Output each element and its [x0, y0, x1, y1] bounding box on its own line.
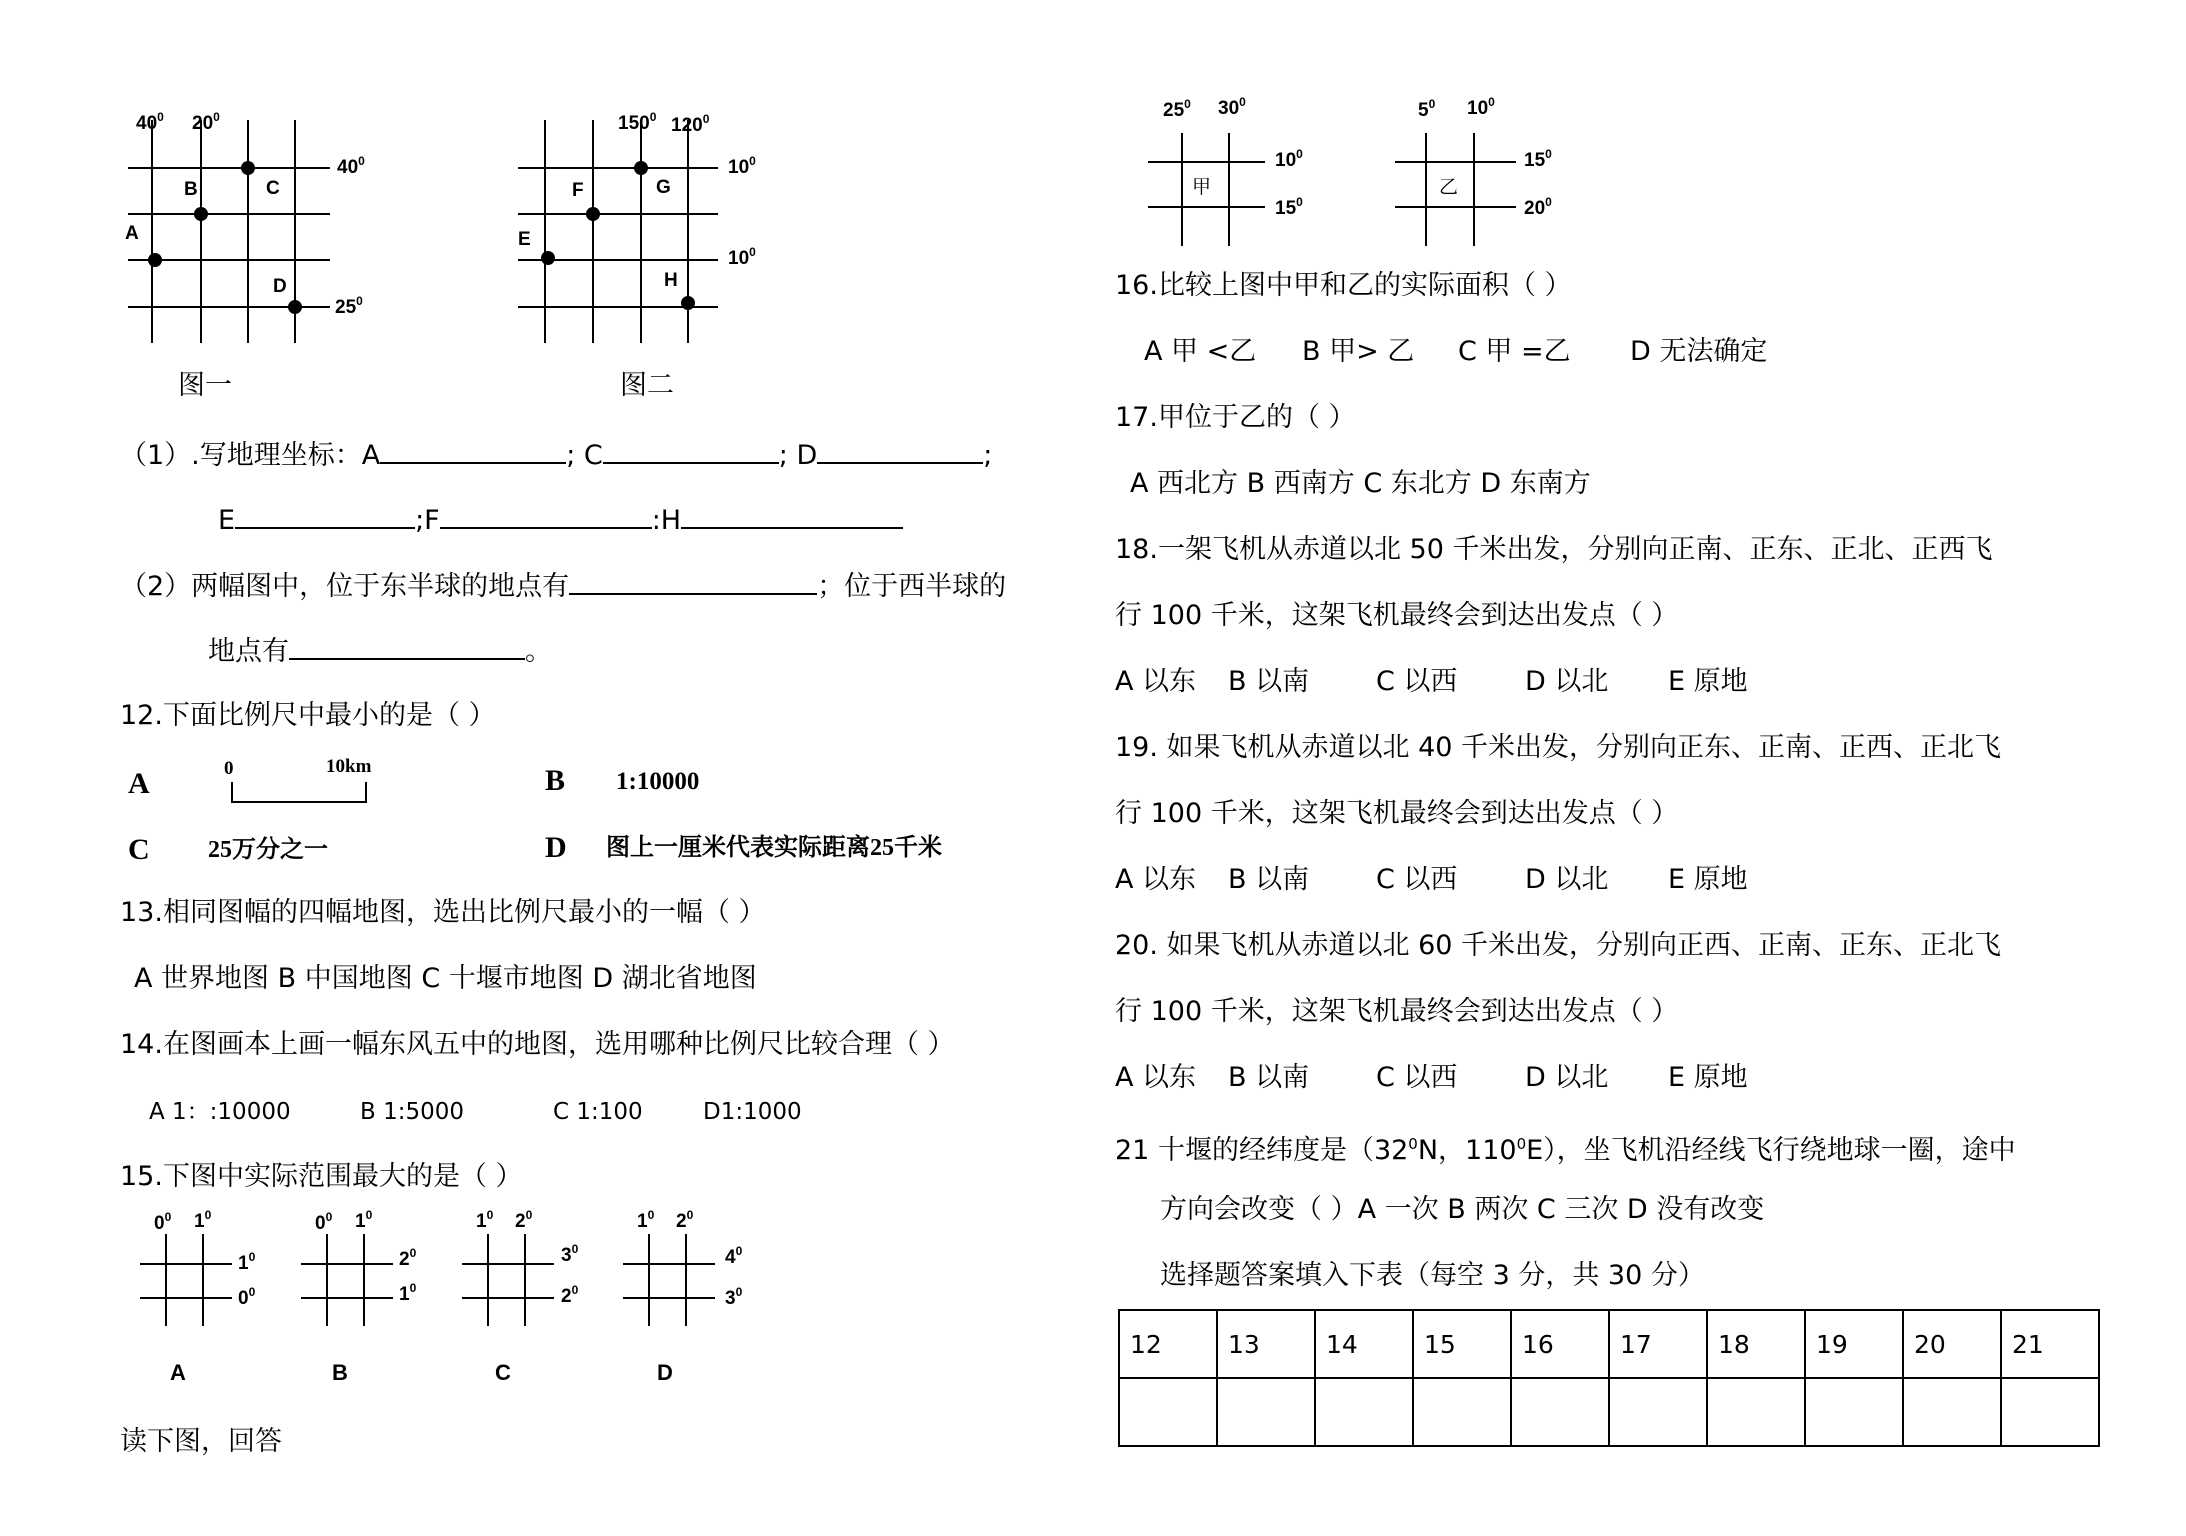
fig2-lat-label: $10^0$: [728, 245, 756, 269]
q15-d-lat: $3^0$: [725, 1285, 743, 1309]
q18-line2: 行 100 千米，这架飞机最终会到达出发点（ ）: [1115, 600, 1679, 631]
option-b: B 以南: [1228, 864, 1310, 895]
q12-scale-km: 10km: [326, 756, 372, 777]
q15-a-lon: $1^0$: [194, 1208, 212, 1232]
answer-header-cell: 18: [1707, 1310, 1805, 1378]
q15-b-lon: $0^0$: [315, 1210, 333, 1234]
answer-header-cell: 20: [1903, 1310, 2001, 1378]
answer-cell[interactable]: [1609, 1378, 1707, 1446]
answer-header-cell: 21: [2001, 1310, 2099, 1378]
q14-option-d: D1:1000: [703, 1099, 802, 1125]
answer-header-cell: 16: [1511, 1310, 1609, 1378]
answer-header-cell: 17: [1609, 1310, 1707, 1378]
q13-stem: 13.相同图幅的四幅地图，选出比例尺最小的一幅（ ）: [120, 897, 766, 928]
q15-c-lon: $1^0$: [476, 1208, 494, 1232]
point-H: [681, 296, 695, 310]
answer-header-cell: 13: [1217, 1310, 1315, 1378]
q15-stem: 15.下图中实际范围最大的是（ ）: [120, 1161, 523, 1192]
fig2-lat-label: $10^0$: [728, 154, 756, 178]
q16-option-c: C 甲 =乙: [1458, 336, 1571, 367]
q15-c-lat: $2^0$: [561, 1283, 579, 1307]
q16-option-d: D 无法确定: [1630, 336, 1768, 367]
q12-option-c-text: 25万分之一: [208, 837, 328, 863]
q12-option-b-text: 1:10000: [616, 768, 700, 795]
q21-line1: 21 十堰的经纬度是（$32^0N$，$110^0E$），坐飞机沿经线飞行绕地球一圈，途中: [1115, 1135, 2016, 1166]
option-a: A 以东: [1115, 864, 1197, 895]
fig1-point-label: D: [273, 276, 287, 297]
fig2-point-label: G: [656, 177, 671, 198]
q15-b-lat: $2^0$: [399, 1246, 417, 1270]
yi-lat: $20^0$: [1524, 195, 1552, 219]
point-B: [194, 207, 208, 221]
answer-cell[interactable]: [1707, 1378, 1805, 1446]
yi-label: 乙: [1439, 176, 1459, 198]
option-e: E 原地: [1668, 1062, 1748, 1093]
q16-stem: 16.比较上图中甲和乙的实际面积（ ）: [1115, 270, 1572, 301]
q15-b-letter: B: [332, 1360, 348, 1385]
fig1-caption: 图一: [178, 370, 232, 401]
q15-b-lon: $1^0$: [355, 1208, 373, 1232]
q12-scale-zero: 0: [224, 758, 234, 779]
fig1-lat-label: $25^0$: [335, 294, 363, 318]
answer-header-cell: 12: [1119, 1310, 1217, 1378]
jia-lat: $15^0$: [1275, 195, 1303, 219]
fig2-point-label: H: [664, 270, 678, 291]
answer-header-cell: 15: [1413, 1310, 1511, 1378]
answer-cell[interactable]: [1413, 1378, 1511, 1446]
answer-input-row: [1119, 1378, 2099, 1446]
option-d: D 以北: [1525, 666, 1609, 697]
q15-c-lon: $2^0$: [515, 1208, 533, 1232]
q12-option-b-letter: B: [545, 764, 566, 797]
jia-lon: $30^0$: [1218, 95, 1246, 119]
q15-c-lat: $3^0$: [561, 1242, 579, 1266]
q16-option-a: A 甲 <乙: [1144, 336, 1257, 367]
q17-stem: 17.甲位于乙的（ ）: [1115, 402, 1356, 433]
q11-part2-line2: 地点有 。: [208, 636, 552, 667]
fig1-lon-label: $20^0$: [192, 110, 220, 134]
q12-option-d-text: 图上一厘米代表实际距离25千米: [606, 835, 942, 861]
fig1-point-label: C: [266, 178, 280, 199]
fig2-point-label: F: [572, 180, 584, 201]
option-d: D 以北: [1525, 864, 1609, 895]
q19-line2: 行 100 千米，这架飞机最终会到达出发点（ ）: [1115, 798, 1679, 829]
q12-stem: 12.下面比例尺中最小的是（ ）: [120, 700, 496, 731]
option-e: E 原地: [1668, 666, 1748, 697]
q17-options: A 西北方 B 西南方 C 东北方 D 东南方: [1130, 468, 1591, 499]
yi-lon: $10^0$: [1467, 95, 1495, 119]
q14-stem: 14.在图画本上画一幅东风五中的地图，选用哪种比例尺比较合理（ ）: [120, 1029, 955, 1060]
point-C: [241, 161, 255, 175]
q13-options: A 世界地图 B 中国地图 C 十堰市地图 D 湖北省地图: [134, 963, 757, 994]
answer-table: [1118, 1309, 2100, 1447]
option-b: B 以南: [1228, 1062, 1310, 1093]
q14-option-c: C 1:100: [553, 1099, 643, 1125]
answer-header-row: [1119, 1310, 2099, 1378]
q21-line2: 方向会改变（ ）A 一次 B 两次 C 三次 D 没有改变: [1160, 1194, 1765, 1225]
q16-option-b: B 甲> 乙: [1302, 336, 1415, 367]
point-G: [634, 161, 648, 175]
answer-cell[interactable]: [1217, 1378, 1315, 1446]
q15-a-letter: A: [170, 1360, 186, 1385]
jia-lat: $10^0$: [1275, 147, 1303, 171]
read-figure-prompt: 读下图，回答: [120, 1426, 282, 1457]
q19-line1: 19. 如果飞机从赤道以北 40 千米出发，分别向正东、正南、正西、正北飞: [1115, 732, 2002, 763]
option-c: C 以西: [1376, 1062, 1458, 1093]
q12-option-c-letter: C: [128, 833, 150, 866]
yi-lon: $5^0$: [1418, 97, 1436, 121]
option-a: A 以东: [1115, 666, 1197, 697]
q15-a-lon: $0^0$: [154, 1210, 172, 1234]
option-a: A 以东: [1115, 1062, 1197, 1093]
fig2-lon-label: $150^0$: [618, 110, 657, 134]
q14-option-b: B 1:5000: [360, 1099, 465, 1125]
q15-d-letter: D: [657, 1360, 673, 1385]
option-c: C 以西: [1376, 864, 1458, 895]
option-e: E 原地: [1668, 864, 1748, 895]
q20-line1: 20. 如果飞机从赤道以北 60 千米出发，分别向正西、正南、正东、正北飞: [1115, 930, 2002, 961]
yi-lat: $15^0$: [1524, 147, 1552, 171]
option-c: C 以西: [1376, 666, 1458, 697]
option-b: B 以南: [1228, 666, 1310, 697]
q11-part1-line1: （1）.写地理坐标：A ; C ; D ;: [120, 440, 993, 471]
q15-b-lat: $1^0$: [399, 1281, 417, 1305]
answer-cell[interactable]: [1315, 1378, 1413, 1446]
q15-d-lon: $2^0$: [676, 1208, 694, 1232]
fig2-lon-label: $120^0$: [671, 112, 710, 136]
answer-cell[interactable]: [1805, 1378, 1903, 1446]
answer-header-cell: 19: [1805, 1310, 1903, 1378]
q18-line1: 18.一架飞机从赤道以北 50 千米出发，分别向正南、正东、正北、正西飞: [1115, 534, 1993, 565]
answer-cell[interactable]: [1903, 1378, 2001, 1446]
fig2-caption: 图二: [620, 370, 674, 401]
jia-lon: $25^0$: [1163, 97, 1191, 121]
fig1-lon-label: $40^0$: [136, 110, 164, 134]
jia-label: 甲: [1192, 176, 1212, 198]
answer-cell[interactable]: [1119, 1378, 1217, 1446]
q20-line2: 行 100 千米，这架飞机最终会到达出发点（ ）: [1115, 996, 1679, 1027]
q15-a-lat: $0^0$: [238, 1285, 256, 1309]
answer-instruction: 选择题答案填入下表（每空 3 分，共 30 分）: [1160, 1260, 1705, 1291]
q11-part1-line2: E ;F :H: [218, 503, 903, 537]
fig1-point-label: A: [125, 223, 139, 244]
q15-c-letter: C: [495, 1360, 511, 1385]
q15-a-lat: $1^0$: [238, 1250, 256, 1274]
fig1-lat-label: $40^0$: [337, 154, 365, 178]
q15-d-lat: $4^0$: [725, 1244, 743, 1268]
point-A: [148, 253, 162, 267]
answer-header-cell: 14: [1315, 1310, 1413, 1378]
q15-d-lon: $1^0$: [637, 1208, 655, 1232]
q14-option-a: A 1：:10000: [149, 1099, 291, 1125]
point-F: [586, 207, 600, 221]
option-d: D 以北: [1525, 1062, 1609, 1093]
point-D: [288, 300, 302, 314]
point-E: [541, 251, 555, 265]
answer-cell[interactable]: [2001, 1378, 2099, 1446]
q12-option-d-letter: D: [545, 831, 567, 864]
q11-part2-line1: （2）两幅图中，位于东半球的地点有 ；位于西半球的: [120, 571, 1007, 602]
q12-option-a-letter: A: [128, 767, 150, 800]
answer-cell[interactable]: [1511, 1378, 1609, 1446]
fig1-point-label: B: [184, 179, 198, 200]
fig2-point-label: E: [518, 229, 531, 250]
